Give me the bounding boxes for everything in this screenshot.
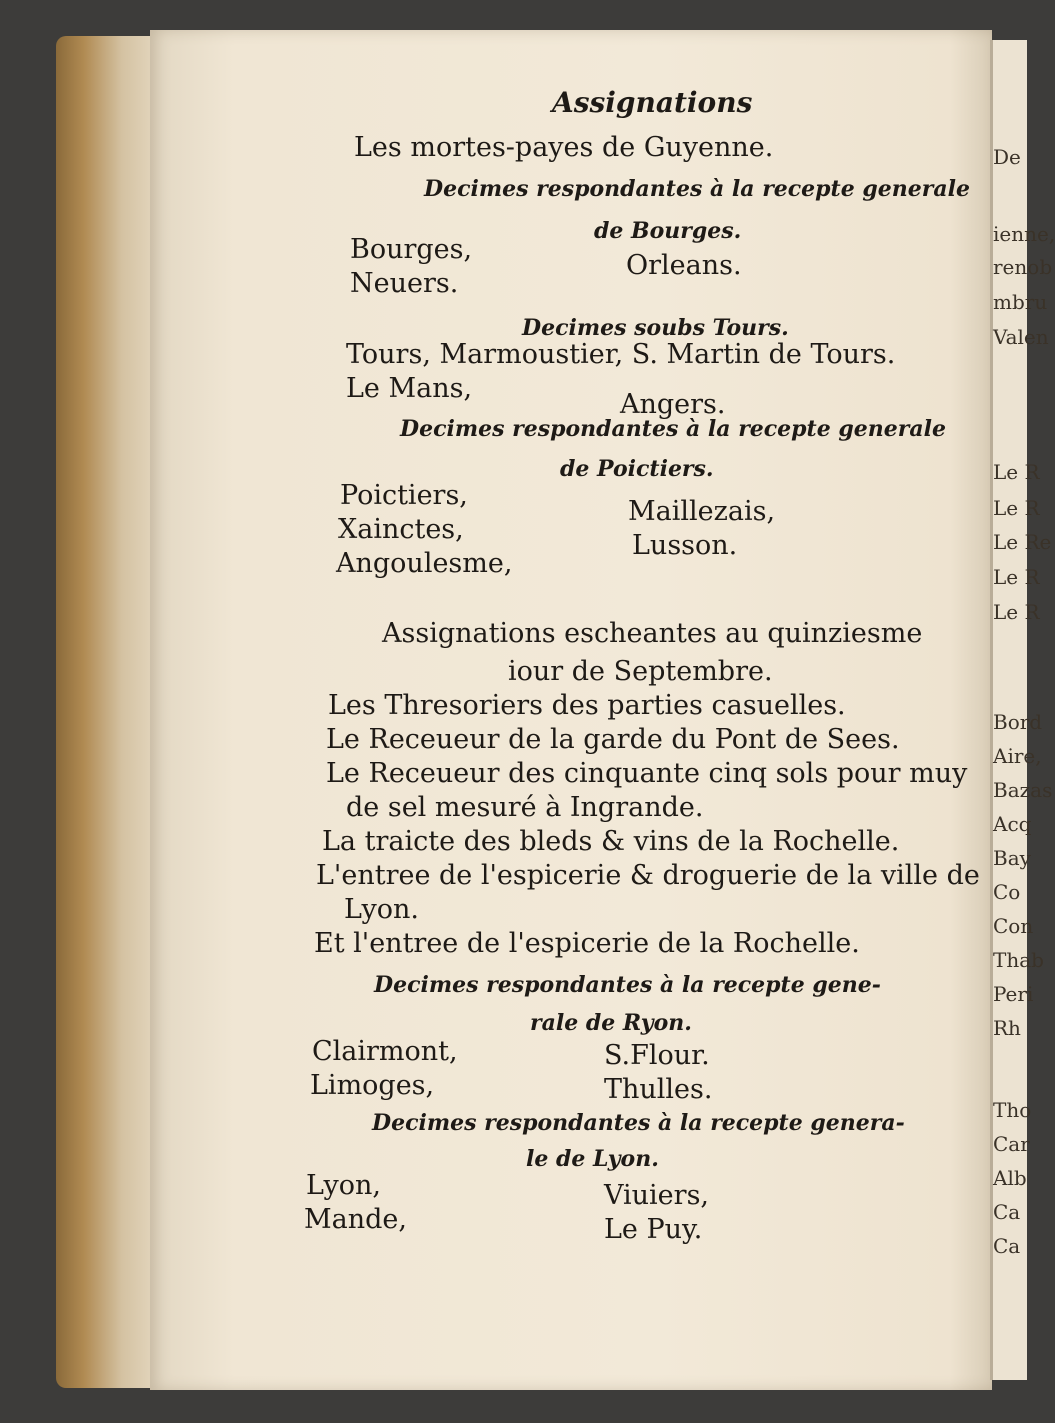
text-line-10: Angers. [620,389,726,420]
next-page-fragment: Le R [993,460,1040,484]
text-line-29: rale de Ryon. [530,1010,692,1036]
next-page-fragment: Valen [993,325,1049,349]
text-line-22: Le Receueur des cinquante cinq sols pour muy [326,758,968,789]
running-head: Assignations [552,86,753,119]
next-page-fragment: Ca [993,1200,1021,1224]
text-line-24: La traicte des bleds & vins de la Rochelle. [322,826,900,857]
text-line-4: Bourges, [350,234,473,265]
next-page-fragment: Rh [993,1016,1021,1040]
text-line-37: Viuiers, [604,1180,710,1211]
text-line-13: Poictiers, [340,480,468,511]
next-page-fragment: Bord [993,710,1043,734]
next-page-fragment: Acq [993,812,1032,836]
text-line-30: Clairmont, [312,1036,458,1067]
next-page-fragment: Thab [993,948,1044,972]
text-line-15: Xainctes, [338,514,464,545]
text-line-27: Et l'entree de l'espicerie de la Rochelle. [314,928,860,959]
next-page-edge [990,40,1055,1380]
text-line-17: Angoulesme, [336,548,513,579]
text-line-7: Decimes soubs Tours. [522,315,789,341]
next-page-fragment: De [993,145,1021,169]
text-line-18: Assignations escheantes au quinziesme [382,618,923,649]
text-line-2: Decimes respondantes à la recepte generale [424,176,970,202]
next-page-fragment: Aire, [993,744,1042,768]
next-page-fragment: ienne, [993,222,1055,246]
next-page-fragment: Alb [993,1166,1027,1190]
next-page-fragment: Bay [993,846,1031,870]
text-line-14: Maillezais, [628,496,776,527]
text-line-31: S.Flour. [604,1040,710,1071]
text-line-33: Thulles. [604,1074,713,1105]
next-page-fragment: mbru [993,290,1048,314]
text-line-16: Lusson. [632,530,738,561]
next-page-fragment: Co [993,880,1021,904]
text-line-3: de Bourges. [594,218,742,244]
text-line-8: Tours, Marmoustier, S. Martin de Tours. [346,339,896,370]
text-line-25: L'entree de l'espicerie & droguerie de la ville de [316,860,980,891]
text-line-28: Decimes respondantes à la recepte gene- [374,972,881,998]
text-line-23: de sel mesuré à Ingrande. [346,792,704,823]
text-line-21: Le Receueur de la garde du Pont de Sees. [326,724,900,755]
text-line-34: Decimes respondantes à la recepte genera- [372,1110,905,1136]
text-line-11: Decimes respondantes à la recepte generale [400,416,946,442]
text-line-39: Le Puy. [604,1214,703,1245]
text-line-38: Mande, [304,1204,407,1235]
text-line-6: Neuers. [350,268,459,299]
next-page-fragment: Tho [993,1098,1032,1122]
text-line-5: Orleans. [626,250,742,281]
text-line-36: Lyon, [306,1170,381,1201]
text-line-32: Limoges, [310,1070,435,1101]
text-line-12: de Poictiers. [560,456,714,482]
text-line-26: Lyon. [344,894,419,925]
next-page-fragment: Ca [993,1234,1021,1258]
next-page-fragment: Car [993,1132,1030,1156]
text-line-19: iour de Septembre. [508,656,773,687]
next-page-fragment: Con [993,914,1034,938]
text-line-20: Les Thresoriers des parties casuelles. [328,690,846,721]
next-page-fragment: Le R [993,496,1040,520]
next-page-fragment: Le R [993,600,1040,624]
next-page-fragment: Peri [993,982,1034,1006]
text-line-9: Le Mans, [346,373,473,404]
next-page-fragment: renob [993,255,1053,279]
next-page-fragment: Le R [993,565,1040,589]
next-page-fragment: Le Re [993,530,1052,554]
text-line-35: le de Lyon. [526,1146,659,1172]
next-page-fragment: Bazas [993,778,1053,802]
text-line-1: Les mortes-payes de Guyenne. [354,132,774,163]
